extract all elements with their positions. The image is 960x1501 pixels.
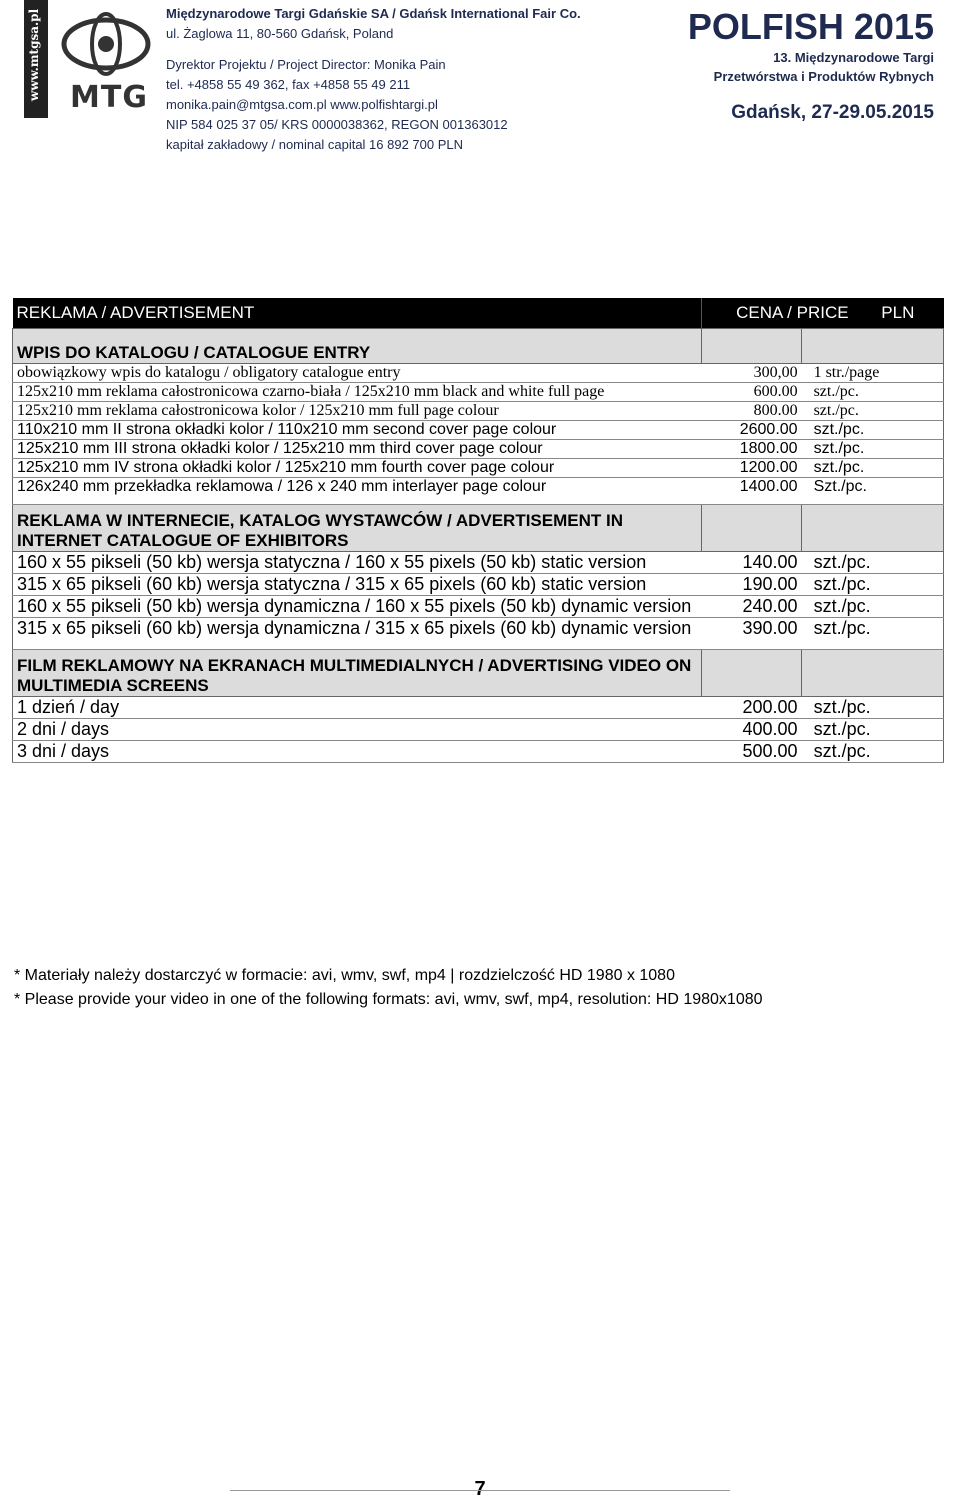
table-row: 125x210 mm IV strona okładki kolor / 125x210 mm fourth cover page colour 1200.00 szt./pc.: [13, 459, 944, 478]
table-row: 125x210 mm III strona okładki kolor / 125x210 mm third cover page colour 1800.00 szt./pc.: [13, 440, 944, 459]
note-english: * Please provide your video in one of the following formats: avi, wmv, swf, mp4, resolution: HD 1980x1080: [14, 991, 763, 1008]
event-title: POLFISH 2015: [687, 6, 934, 47]
table-row: 2 dni / days 400.00 szt./pc.: [13, 719, 944, 741]
logo-side-text: www.mtgsa.pl: [27, 8, 42, 102]
company-address: ul. Żaglowa 11, 80-560 Gdańsk, Poland: [166, 26, 394, 41]
event-subtitle-1: 13. Międzynarodowe Targi: [773, 50, 934, 65]
table-row: 315 x 65 pikseli (60 kb) wersja statyczna / 315 x 65 pixels (60 kb) static version 190.00 szt./pc.: [13, 574, 944, 596]
section-title-catalogue: WPIS DO KATALOGU / CATALOGUE ENTRY: [13, 329, 702, 364]
event-subtitle-2: Przetwórstwa i Produktów Rybnych: [713, 69, 934, 84]
project-director: Dyrektor Projektu / Project Director: Monika Pain: [166, 57, 446, 72]
table-row: 160 x 55 pikseli (50 kb) wersja statyczna / 160 x 55 pixels (50 kb) static version 140.00 szt./pc.: [13, 552, 944, 574]
price-table: [12, 298, 944, 763]
company-name: Międzynarodowe Targi Gdańskie SA / Gdańsk International Fair Co.: [166, 6, 581, 21]
company-capital: kapitał zakładowy / nominal capital 16 892 700 PLN: [166, 137, 464, 152]
page-footer-line: [230, 1490, 730, 1491]
event-date: Gdańsk, 27-29.05.2015: [731, 102, 934, 123]
section-title-internet: REKLAMA W INTERNECIE, KATALOG WYSTAWCÓW / ADVERTISEMENT IN INTERNET CATALOGUE OF EXHIBITORS: [13, 505, 702, 552]
company-info: [166, 4, 581, 155]
event-info: [688, 6, 934, 124]
section-header: [13, 650, 944, 697]
table-row: 125x210 mm reklama całostronicowa czarno-biała / 125x210 mm black and white full page 600.00 szt./pc.: [13, 383, 944, 402]
table-row: 3 dni / days 500.00 szt./pc.: [13, 741, 944, 763]
table-header: [13, 298, 944, 329]
table-row: 126x240 mm przekładka reklamowa / 126 x 240 mm interlayer page colour 1400.00 Szt./pc.: [13, 478, 944, 505]
logo-side-bar: [24, 0, 48, 118]
table-row: obowiązkowy wpis do katalogu / obligatory catalogue entry 300,00 1 str./page: [13, 364, 944, 383]
table-row: 315 x 65 pikseli (60 kb) wersja dynamiczna / 315 x 65 pixels (60 kb) dynamic version 390.00 szt./pc.: [13, 618, 944, 650]
table-row: 110x210 mm II strona okładki kolor / 110x210 mm second cover page colour 2600.00 szt./pc.: [13, 421, 944, 440]
format-notes: [14, 964, 763, 1012]
company-contact-links[interactable]: monika.pain@mtgsa.com.pl www.polfishtargi.pl: [166, 97, 438, 112]
header-price: CENA / PRICE PLN: [702, 298, 944, 329]
logo-brand: MTG: [70, 80, 148, 115]
section-header: [13, 505, 944, 552]
page-number: 7: [474, 1478, 486, 1500]
company-phone: tel. +4858 55 49 362, fax +4858 55 49 211: [166, 77, 411, 92]
table-row: 1 dzień / day 200.00 szt./pc.: [13, 697, 944, 719]
note-polish: * Materiały należy dostarczyć w formacie: avi, wmv, swf, mp4 | rozdzielczość HD 1980 x 1080: [14, 967, 675, 984]
section-title-video: FILM REKLAMOWY NA EKRANACH MULTIMEDIALNYCH / ADVERTISING VIDEO ON MULTIMEDIA SCREENS: [13, 650, 702, 697]
table-row: 125x210 mm reklama całostronicowa kolor / 125x210 mm full page colour 800.00 szt./pc.: [13, 402, 944, 421]
header-advertisement: REKLAMA / ADVERTISEMENT: [13, 298, 702, 329]
section-header: [13, 329, 944, 364]
company-registration: NIP 584 025 37 05/ KRS 0000038362, REGON 001363012: [166, 117, 508, 132]
table-row: 160 x 55 pikseli (50 kb) wersja dynamiczna / 160 x 55 pixels (50 kb) dynamic version 240.00 szt./pc.: [13, 596, 944, 618]
